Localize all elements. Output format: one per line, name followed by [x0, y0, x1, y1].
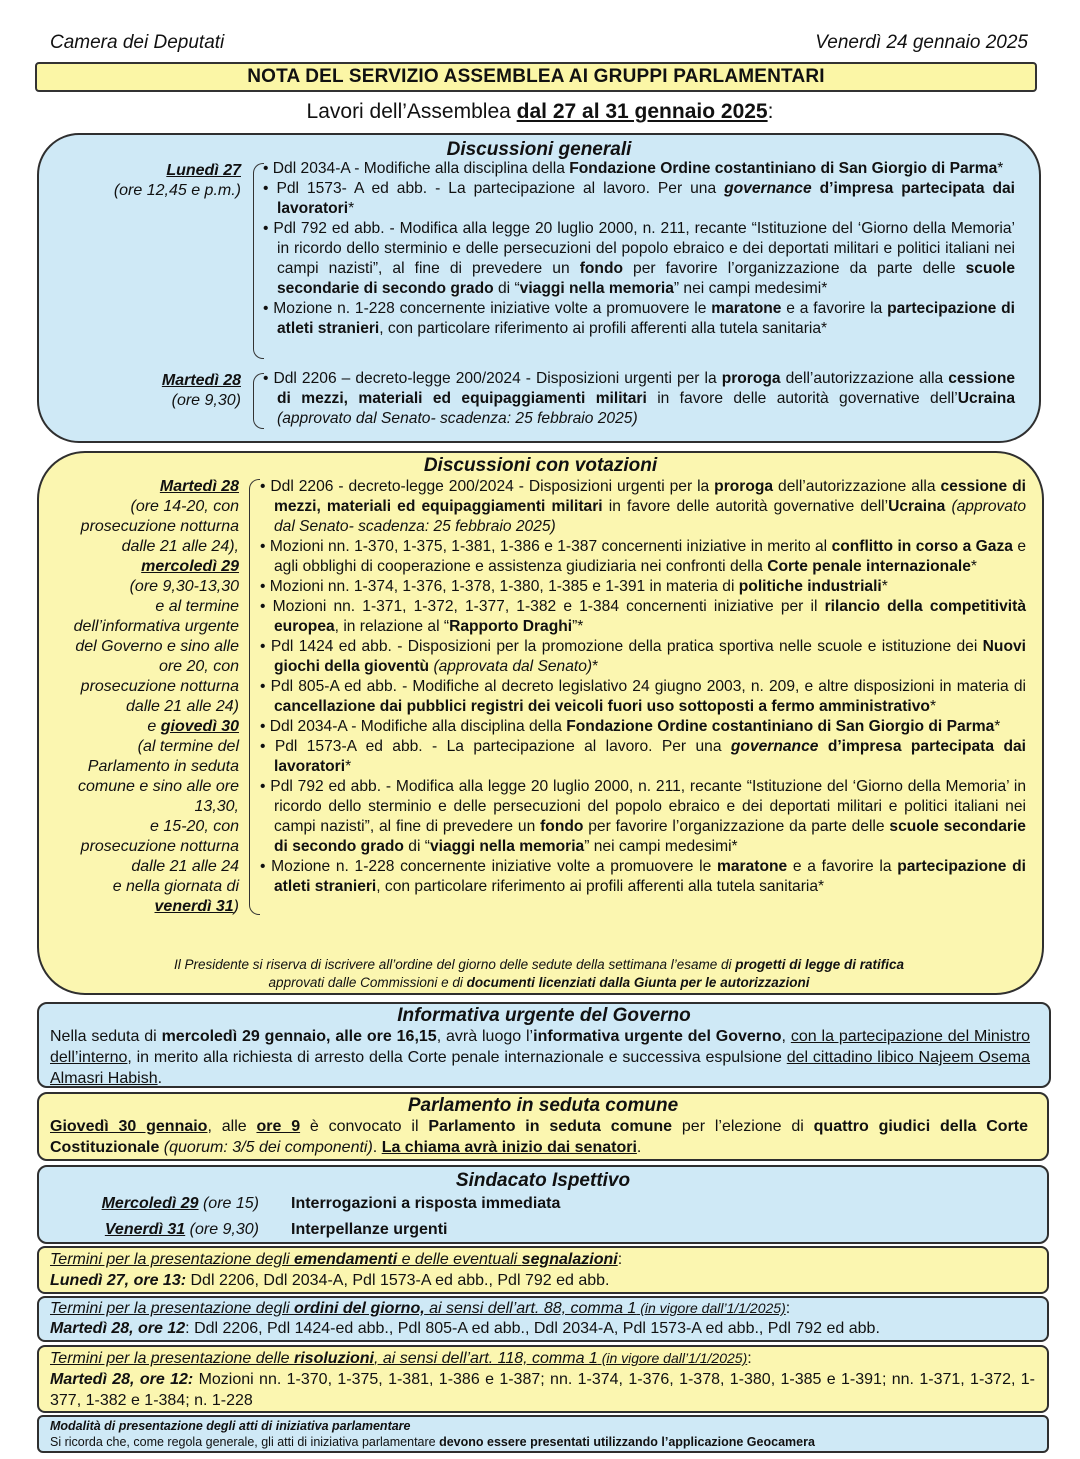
joint-session-text: Giovedì 30 gennaio, alle ore 9 è convocato il Parlamento in seduta comune per l’elezione di quattro giudici della Corte Costituzionale (quorum: 3/5 dei componenti). La chiama avrà inizio dai senatori. [50, 1118, 1029, 1156]
briefing-text: Nella seduta di mercoledì 29 gennaio, alle ore 16,15, avrà luogo l’informativa urgente del Governo, con la partecipazione del Ministro dell’interno, in merito alla richiesta di arresto della Corte penale internazionale e successiva espulsione del cittadino libico Najeem Osema Almasri Habish. [50, 1028, 1031, 1087]
header-institution: Camera dei Deputati [50, 32, 225, 53]
brace [249, 479, 260, 915]
deadline-resolutions [37, 1345, 1049, 1413]
section-title: Discussioni generali [446, 139, 632, 160]
agenda-item: • Pdl 1573-A ed abb. - La partecipazione al lavoro. Per una governance d’impresa partecipata dai lavoratori* [260, 737, 1026, 777]
deadline-agenda-orders [37, 1296, 1049, 1342]
section-title: Parlamento in seduta comune [407, 1095, 679, 1116]
schedule-tuesday: Martedì 28 (ore 9,30) [161, 372, 241, 409]
agenda-item: • Mozione n. 1-228 concernente iniziative volte a promuovere le maratone e a favorire la partecipazione di atleti stranieri, con particolare riferimento ai profili afferenti alla tutela sanitaria* [263, 299, 1015, 339]
agenda-item: • Pdl 792 ed abb. - Modifica alla legge 20 luglio 2000, n. 211, recante “Istituzione del ‘Giorno della Memoria’ in ricordo dello sterminio e delle persecuzioni del popolo ebraico e dei deportati militari e politici italiani nei campi nazisti”, al fine di prevedere un fondo per favorire l’organizzazione da parte delle scuole secondarie di secondo grado di “viaggi nella memoria” nei campi medesimi* [260, 777, 1026, 857]
agenda-item: • Pdl 792 ed abb. - Modifica alla legge 20 luglio 2000, n. 211, recante “Istituzione del ‘Giorno della Memoria’ in ricordo dello sterminio e delle persecuzioni del popolo ebraico e dei deportati militari e politici italiani nei campi nazisti”, al fine di prevedere un fondo per favorire l’organizzazione da parte delle scuole secondarie di secondo grado di “viaggi nella memoria” nei campi medesimi* [263, 219, 1015, 299]
deadline-heading: Termini per la presentazione delle risoluzioni, ai sensi dell’art. 118, comma 1 (in vigore dall’1/1/2025): [50, 1350, 752, 1367]
agenda-item: • Ddl 2034-A - Modifiche alla disciplina della Fondazione Ordine costantiniano di San Giorgio di Parma* [263, 159, 1015, 179]
agenda-item: • Pdl 1424 ed abb. - Disposizioni per la promozione della pratica sportiva nelle scuole e istituzione dei Nuovi giochi della gioventù (approvata dal Senato)* [260, 637, 1026, 677]
agenda-item: • Mozioni nn. 1-371, 1-372, 1-377, 1-382 e 1-384 concernenti iniziative per il rilancio della competitività europea, in relazione al “Rapporto Draghi”* [260, 597, 1026, 637]
section-joint-session [37, 1092, 1049, 1161]
agenda-items-votes [260, 477, 1026, 897]
agenda-item: • Ddl 2206 - decreto-legge 200/2024 - Disposizioni urgenti per la proroga dell’autorizzazione alla cessione di mezzi, materiali ed equipaggiamenti militari in favore delle autorità governative dell’Ucraina (approvato dal Senato- scadenza: 25 febbraio 2025) [260, 477, 1026, 537]
agenda-item: • Mozioni nn. 1-370, 1-375, 1-381, 1-386 e 1-387 concernenti iniziative in merito al conflitto in corso a Gaza e agli obblighi di cooperazione e assistenza giudiziaria nei confronti della Corte penale internazionale* [260, 537, 1026, 577]
agenda-item: • Pdl 1573- A ed abb. - La partecipazione al lavoro. Per una governance d’impresa partecipata dai lavoratori* [263, 179, 1015, 219]
president-note: Il Presidente si riserva di iscrivere all’ordine del giorno delle sedute della settimana l’esame di progetti di legge di ratifica approvati dalle Commissioni e di documenti licenziati dalla Giunta per le autorizzazioni [173, 957, 905, 990]
section-submission-methods [37, 1415, 1049, 1453]
deadline-text: Lunedì 27, ore 13: Ddl 2206, Ddl 2034-A, Pdl 1573-A ed abb., Pdl 792 ed abb. [50, 1272, 610, 1289]
agenda-item: • Mozioni nn. 1-374, 1-376, 1-378, 1-380, 1-385 e 1-391 in materia di politiche industriali* [260, 577, 1026, 597]
agenda-items-monday [263, 159, 1015, 339]
section-voting-discussions [37, 451, 1044, 995]
page-title: NOTA DEL SERVIZIO ASSEMBLEA AI GRUPPI PARLAMENTARI [35, 62, 1037, 92]
deadline-text: Martedì 28, ore 12: Mozioni nn. 1-370, 1-375, 1-381, 1-386 e 1-387; nn. 1-374, 1-376, 1-378, 1-380, 1-385 e 1-391; nn. 1-371, 1-372, 1-377, 1-382 e 1-384; n. 1-228 [50, 1371, 1036, 1409]
section-government-briefing [37, 1002, 1051, 1088]
methods-title: Modalità di presentazione degli atti di iniziativa parlamentare [50, 1419, 411, 1433]
methods-text: Si ricorda che, come regola generale, gli atti di iniziativa parlamentare devono essere presentati utilizzando l’applicazione Geocamera [50, 1435, 815, 1449]
section-title: Discussioni con votazioni [423, 455, 658, 476]
deadline-amendments [37, 1246, 1049, 1294]
section-title: Informativa urgente del Governo [397, 1005, 691, 1026]
schedule-monday: Lunedì 27 (ore 12,45 e p.m.) [113, 162, 241, 199]
section-general-discussions [37, 133, 1041, 443]
agenda-item: • Mozione n. 1-228 concernente iniziative volte a promuovere le maratone e a favorire la partecipazione di atleti stranieri, con particolare riferimento ai profili afferenti alla tutela sanitaria* [260, 857, 1026, 897]
section-inspection: Sindacato Ispettivo Mercoledì 29 (ore 15) Interrogazioni a risposta immediata Venerdì 31 (ore 9,30) Interpellanze urgenti [37, 1165, 1049, 1244]
agenda-items-tuesday [263, 369, 1015, 429]
deadline-heading: Termini per la presentazione degli emendamenti e delle eventuali segnalazioni: [50, 1251, 623, 1268]
deadline-heading: Termini per la presentazione degli ordini del giorno, ai sensi dell’art. 88, comma 1 (in vigore dall’1/1/2025): [50, 1300, 791, 1317]
agenda-item: • Ddl 2034-A - Modifiche alla disciplina della Fondazione Ordine costantiniano di San Giorgio di Parma* [260, 717, 1026, 737]
header-date: Venerdì 24 gennaio 2025 [815, 32, 1028, 53]
page-subtitle: Lavori dell’Assemblea dal 27 al 31 gennaio 2025: [306, 100, 774, 123]
deadline-text: Martedì 28, ore 12: Ddl 2206, Pdl 1424-ed abb., Pdl 805-A ed abb., Ddl 2034-A, Pdl 1573-A ed abb., Pdl 792 ed abb. [50, 1320, 880, 1337]
section-title: Sindacato Ispettivo [455, 1170, 631, 1191]
agenda-item: • Pdl 805-A ed abb. - Modifiche al decreto legislativo 24 giugno 2003, n. 209, e altre disposizioni in materia di cancellazione dai pubblici registri dei veicoli fuori uso sottoposti a fermo amministrativo* [260, 677, 1026, 717]
agenda-item: • Ddl 2206 – decreto-legge 200/2024 - Disposizioni urgenti per la proroga dell’autorizzazione alla cessione di mezzi, materiali ed equipaggiamenti militari in favore delle autorità governative dell’Ucraina (approvato dal Senato- scadenza: 25 febbraio 2025) [263, 369, 1015, 429]
schedule-votes: Martedì 28 (ore 14-20, con prosecuzione notturna dalle 21 alle 24), mercoledì 29 (ore 9,30-13,30 e al termine dell’informativa urgente del Governo e sino alle ore 20, con prosecuzione notturna dalle 21 alle 24) e giovedì 30 (al termine del Parlamento in seduta comune e sino alle ore 13,30, e 15-20, con prosecuzione notturna dalle 21 alle 24 e nella giornata di venerdì 31) [73, 478, 239, 915]
